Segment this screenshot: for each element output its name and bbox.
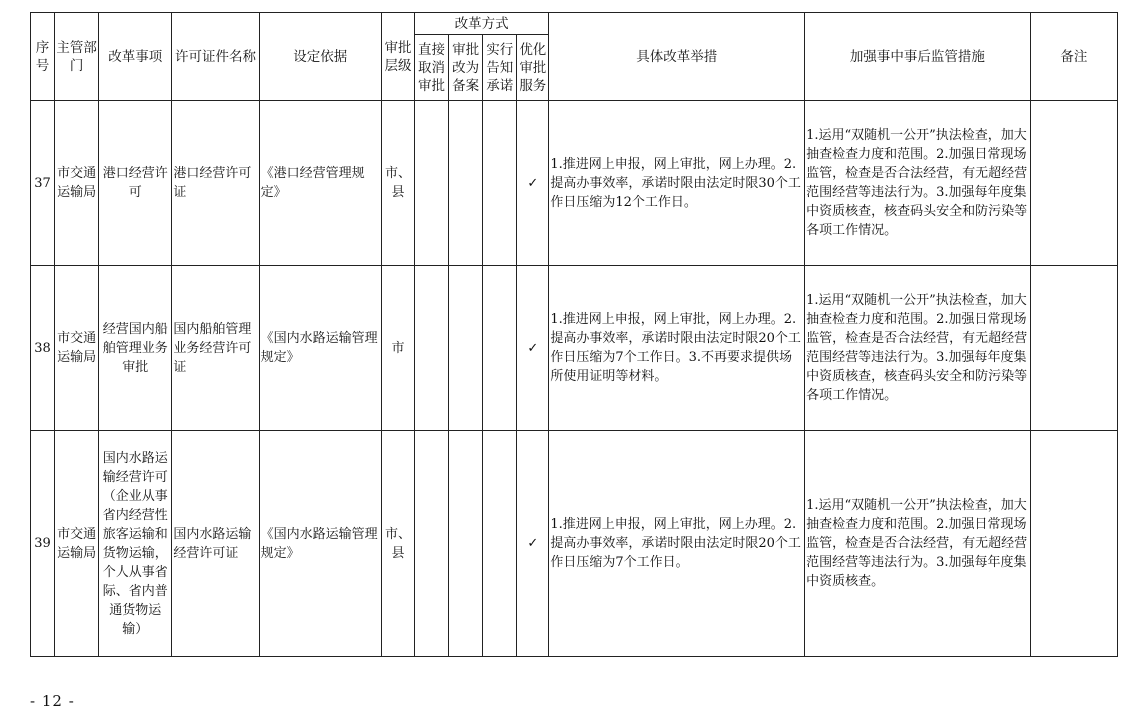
row-remarks (1030, 266, 1117, 431)
header-measures: 具体改革举措 (549, 13, 805, 101)
row-remarks (1030, 101, 1117, 266)
table-row (31, 101, 1118, 266)
row-item: 国内水路运输经营许可（企业从事省内经营性旅客运输和货物运输，个人从事省际、省内普通货物运输） (99, 431, 172, 657)
row-measures: 1.推进网上申报，网上审批，网上办理。2.提高办事效率，承诺时限由法定时限30个工作日压缩为12个工作日。 (549, 101, 805, 266)
row-supervision: 1.运用“双随机一公开”执法检查，加大抽查检查力度和范围。2.加强日常现场监管，检查是否合法经营，有无超经营范围经营等违法行为。3.加强每年度集中资质核查，核查码头安全和防污染等各项工作情况。 (805, 101, 1031, 266)
header-supervision: 加强事中事后监管措施 (805, 13, 1031, 101)
header-remarks: 备注 (1030, 13, 1117, 101)
row-record (449, 266, 483, 431)
row-promise (483, 101, 517, 266)
header-row (31, 13, 1118, 35)
row-seq: 38 (31, 266, 55, 431)
table-row (31, 266, 1118, 431)
header-dept: 主管部门 (55, 13, 99, 101)
row-record (449, 431, 483, 657)
row-permit: 国内水路运输经营许可证 (172, 431, 259, 657)
row-item: 经营国内船舶管理业务审批 (99, 266, 172, 431)
row-cancel (415, 101, 449, 266)
header-item: 改革事项 (99, 13, 172, 101)
row-item: 港口经营许可 (99, 101, 172, 266)
row-cancel (415, 431, 449, 657)
check-icon: ✓ (517, 101, 549, 266)
row-measures: 1.推进网上申报，网上审批，网上办理。2.提高办事效率，承诺时限由法定时限20个工作日压缩为7个工作日。 (549, 431, 805, 657)
row-supervision: 1.运用“双随机一公开”执法检查，加大抽查检查力度和范围。2.加强日常现场监管，检查是否合法经营，有无超经营范围经营等违法行为。3.加强每年度集中资质核查。 (805, 431, 1031, 657)
row-basis: 《国内水路运输管理规定》 (259, 266, 381, 431)
reform-table (30, 12, 1118, 657)
row-permit: 国内船舶管理业务经营许可证 (172, 266, 259, 431)
row-seq: 37 (31, 101, 55, 266)
header-seq: 序号 (31, 13, 55, 101)
row-seq: 39 (31, 431, 55, 657)
row-dept: 市交通运输局 (55, 101, 99, 266)
table-row (31, 431, 1118, 657)
row-remarks (1030, 431, 1117, 657)
header-mode-record: 审批改为备案 (449, 35, 483, 101)
header-mode-cancel: 直接取消审批 (415, 35, 449, 101)
header-reform: 改革方式 (415, 13, 549, 35)
row-basis: 《国内水路运输管理规定》 (259, 431, 381, 657)
header-mode-promise: 实行告知承诺 (483, 35, 517, 101)
row-promise (483, 266, 517, 431)
header-basis: 设定依据 (259, 13, 381, 101)
row-cancel (415, 266, 449, 431)
row-supervision: 1.运用“双随机一公开”执法检查，加大抽查检查力度和范围。2.加强日常现场监管，检查是否合法经营，有无超经营范围经营等违法行为。3.加强每年度集中资质核查，核查码头安全和防污染等各项工作情况。 (805, 266, 1031, 431)
header-permit: 许可证件名称 (172, 13, 259, 101)
row-basis: 《港口经营管理规定》 (259, 101, 381, 266)
row-promise (483, 431, 517, 657)
row-dept: 市交通运输局 (55, 431, 99, 657)
header-level: 审批层级 (381, 13, 414, 101)
header-mode-optimize: 优化审批服务 (517, 35, 549, 101)
check-icon: ✓ (517, 266, 549, 431)
check-icon: ✓ (517, 431, 549, 657)
row-dept: 市交通运输局 (55, 266, 99, 431)
page-number: - 12 - (30, 692, 75, 710)
row-permit: 港口经营许可证 (172, 101, 259, 266)
row-level: 市、县 (381, 101, 414, 266)
row-level: 市 (381, 266, 414, 431)
row-measures: 1.推进网上申报，网上审批，网上办理。2.提高办事效率，承诺时限由法定时限20个工作日压缩为7个工作日。3.不再要求提供场所使用证明等材料。 (549, 266, 805, 431)
row-record (449, 101, 483, 266)
row-level: 市、县 (381, 431, 414, 657)
